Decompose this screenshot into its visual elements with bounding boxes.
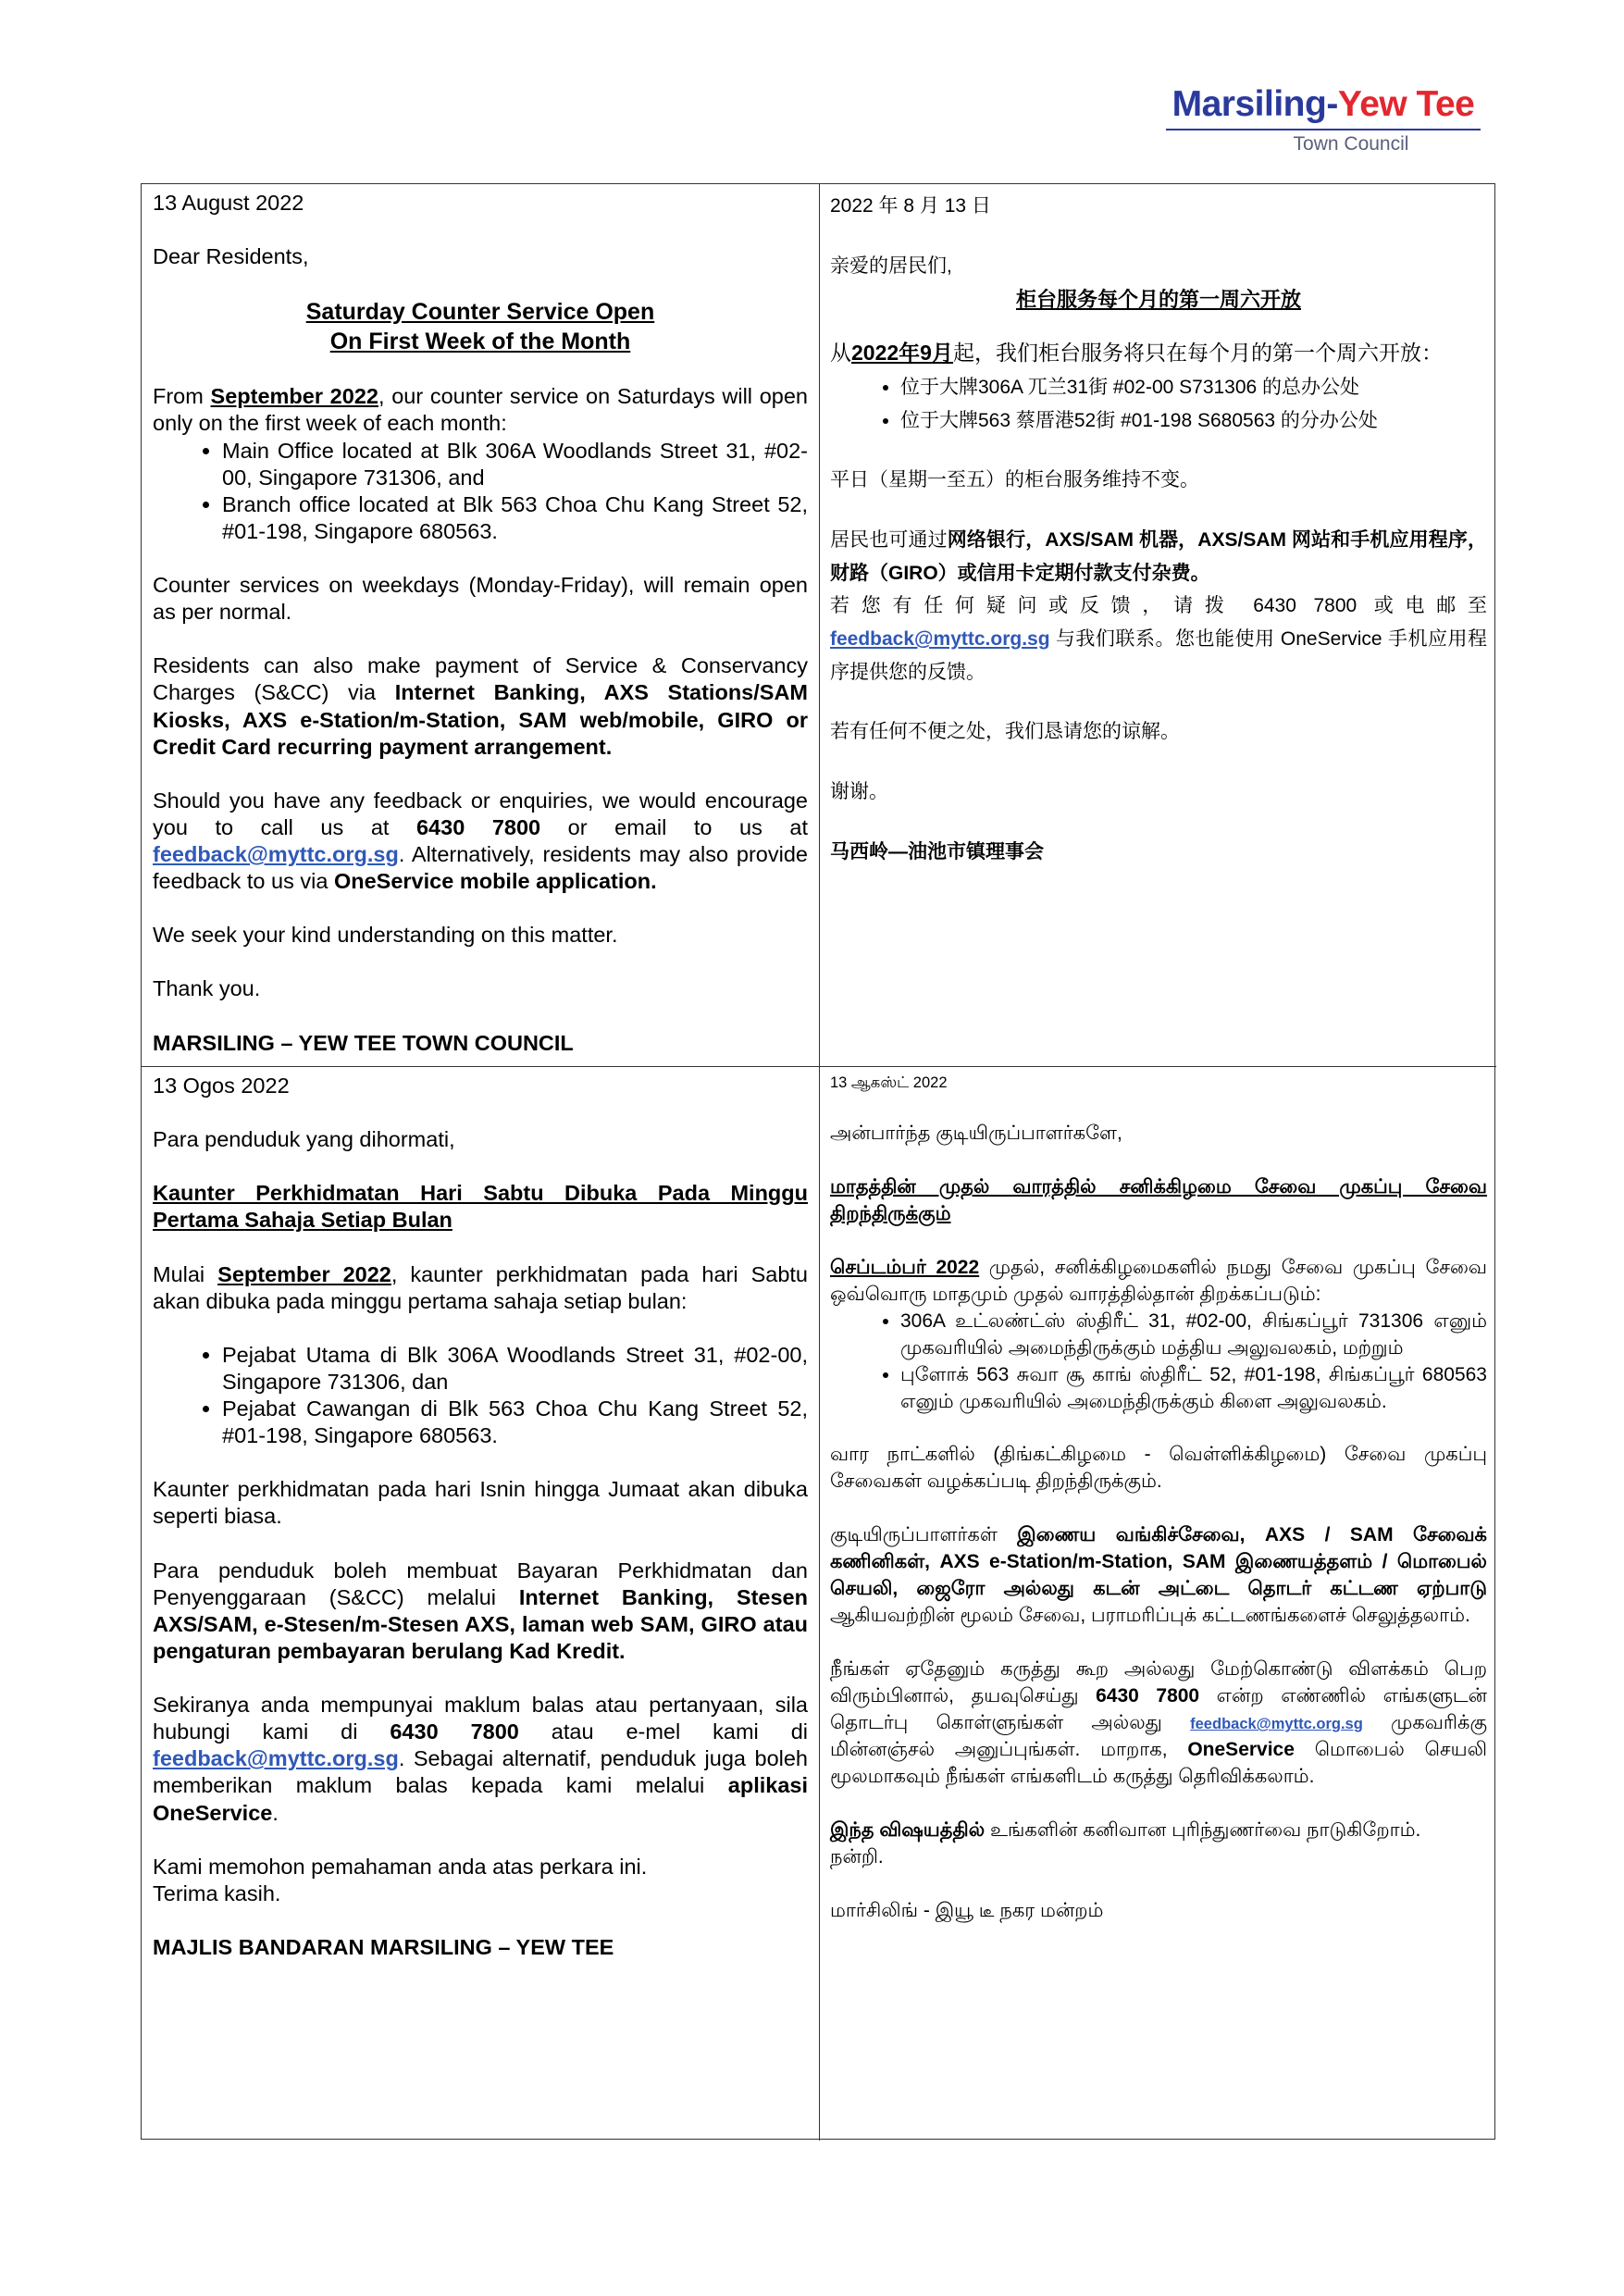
list-item: • 位于大牌306A 兀兰31街 #02-00 S731306 的总办公处 xyxy=(900,371,1487,404)
notice-date: 2022 年 8 月 13 日 xyxy=(830,195,991,217)
logo-underline xyxy=(1166,129,1481,130)
feedback-email-link[interactable]: feedback@myttc.org.sg xyxy=(153,1746,399,1771)
signature: MARSILING – YEW TEE TOWN COUNCIL xyxy=(153,1030,574,1055)
chinese-notice xyxy=(820,184,1496,1067)
thank-you: 谢谢。 xyxy=(830,781,888,803)
paragraph-payment: Para penduduk boleh membuat Bayaran Perkhidmatan dan Penyenggaraan (S&CC) melalui Internet Banking, Stesen AXS/SAM, e-Stesen/m-Stesen AXS, laman web SAM, GIRO atau pengaturan pembayaran berulang Kad Kredit. xyxy=(153,1558,808,1663)
salutation: Para penduduk yang dihormati, xyxy=(153,1127,455,1152)
salutation: அன்பார்ந்த குடியிருப்பாளர்களே, xyxy=(830,1122,1122,1144)
tamil-notice xyxy=(820,1067,1496,2141)
list-item: • Pejabat Cawangan di Blk 563 Choa Chu Kang Street 52, #01-198, Singapore 680563. xyxy=(222,1396,808,1449)
notice-date: 13 ஆகஸ்ட் 2022 xyxy=(830,1074,948,1091)
town-council-logo xyxy=(1157,85,1490,156)
paragraph-feedback: நீங்கள் ஏதேனும் கருத்து கூற அல்லது மேற்கொண்டு விளக்கம் பெற விரும்பினால், தயவுசெய்து 6430 7800 என்ற எண்ணில் எங்களுடன் தொடர்பு கொள்ளுங்கள் அல்லது feedback@myttc.org.sg முகவரிக்கு மின்னஞ்சல் அனுப்புங்கள். மாறாக, OneService மொபைல் செயலி மூலமாகவும் நீங்கள் எங்களிடம் கருத்து தெரிவிக்கலாம். xyxy=(830,1658,1487,1788)
paragraph-payment: குடியிருப்பாளர்கள் இணைய வங்கிச்சேவை, AXS / SAM சேவைக் கணினிகள், AXS e-Station/m-Station, SAM இணையத்தளம் / மொபைல் செயலி, ஜைரோ அல்லது கடன் அட்டை தொடர் கட்டண ஏற்பாடு ஆகியவற்றின் மூலம் சேவை, பராமரிப்புக் கட்டணங்களைச் செலுத்தலாம். xyxy=(830,1524,1487,1627)
paragraph-weekdays: வார நாட்களில் (திங்கட்கிழமை - வெள்ளிக்கிழமை) சேவை முகப்பு சேவைகள் வழக்கப்படி திறந்திருக்கும். xyxy=(830,1444,1487,1493)
salutation: 亲爱的居民们, xyxy=(830,254,952,277)
paragraph-understanding: 若有任何不便之处，我们恳请您的谅解。 xyxy=(830,721,1180,743)
paragraph-payment: Residents can also make payment of Service & Conservancy Charges (S&CC) via Internet Banking, AXS Stations/SAM Kiosks, AXS e-Station/m-Station, SAM web/mobile, GIRO or Credit Card recurring payment arrangement. xyxy=(153,653,808,759)
feedback-email-link[interactable]: feedback@myttc.org.sg xyxy=(1190,1716,1363,1733)
paragraph-understanding: Kami memohon pemahaman anda atas perkara ini. xyxy=(153,1854,648,1879)
logo-wordmark: Marsiling-Yew Tee xyxy=(1172,84,1475,124)
notice-table xyxy=(141,183,1495,2140)
paragraph-intro: From September 2022, our counter service on Saturdays will open only on the first week of each month: xyxy=(153,384,808,436)
notice-date: 13 Ogos 2022 xyxy=(153,1074,290,1098)
thank-you: Terima kasih. xyxy=(153,1880,281,1905)
paragraph-feedback: Should you have any feedback or enquiries, we would encourage you to call us at 6430 7800 or email to us at feedback@myttc.org.sg. Alternatively, residents may also provide feedback to us via OneService mobile application. xyxy=(153,788,808,894)
paragraph-feedback: 若您有任何疑问或反馈，请拨 6430 7800 或电邮至 feedback@myttc.org.sg 与我们联系。您也能使用 OneService 手机应用程序提供您的反馈。 xyxy=(830,595,1487,683)
office-list xyxy=(153,1342,808,1450)
thank-you: நன்றி. xyxy=(830,1846,884,1868)
paragraph-feedback: Sekiranya anda mempunyai maklum balas atau pertanyaan, sila hubungi kami di 6430 7800 atau e-mel kami di feedback@myttc.org.sg. Sebagai alternatif, penduduk juga boleh memberikan maklum balas kepada kami melalui aplikasi OneService. xyxy=(153,1693,808,1825)
signature: 马西岭—油池市镇理事会 xyxy=(830,840,1044,863)
thank-you: Thank you. xyxy=(153,976,261,1001)
malay-notice xyxy=(142,1067,820,2141)
list-item: • 位于大牌563 蔡厝港52街 #01-198 S680563 的分办公处 xyxy=(900,404,1487,438)
signature: மார்சிலிங் - இயூ டீ நகர மன்றம் xyxy=(830,1900,1104,1922)
paragraph-intro: Mulai September 2022, kaunter perkhidmatan pada hari Sabtu akan dibuka pada minggu pertama sahaja setiap bulan: xyxy=(153,1261,809,1313)
paragraph-intro: 从2022年9月起，我们柜台服务将只在每个月的第一个周六开放： xyxy=(830,340,1443,365)
paragraph-weekdays: Kaunter perkhidmatan pada hari Isnin hingga Jumaat akan dibuka seperti biasa. xyxy=(153,1477,808,1529)
paragraph-intro: செப்டம்பர் 2022 முதல், சனிக்கிழமைகளில் நமது சேவை முகப்பு சேவை ஒவ்வொரு மாதமும் முதல் வாரத்தில்தான் திறக்கப்படும்: xyxy=(830,1256,1487,1305)
salutation: Dear Residents, xyxy=(153,244,309,269)
signature: MAJLIS BANDARAN MARSILING – YEW TEE xyxy=(153,1934,614,1959)
notice-title: 柜台服务每个月的第一周六开放 xyxy=(1015,288,1301,312)
list-item: • Main Office located at Blk 306A Woodlands Street 31, #02-00, Singapore 731306, and xyxy=(222,438,808,491)
feedback-email-link[interactable]: feedback@myttc.org.sg xyxy=(830,627,1050,650)
office-list xyxy=(830,371,1487,437)
paragraph-understanding: இந்த விஷயத்தில் உங்களின் கனிவான புரிந்துணர்வை நாடுகிறோம். xyxy=(830,1819,1421,1842)
list-item: • Pejabat Utama di Blk 306A Woodlands Street 31, #02-00, Singapore 731306, dan xyxy=(222,1342,808,1396)
paragraph-weekdays: 平日（星期一至五）的柜台服务维持不变。 xyxy=(830,469,1199,491)
office-list xyxy=(830,1309,1487,1416)
list-item: • புளோக் 563 சுவா சூ காங் ஸ்திரீட் 52, #01-198, சிங்கப்பூர் 680563 எனும் முகவரியில் அமைந்திருக்கும் கிளை அலுவலகம். xyxy=(900,1362,1487,1416)
notice-title: Saturday Counter Service Open On First Week of the Month xyxy=(305,299,655,355)
office-list xyxy=(153,438,808,546)
list-item: • 306A உட்லண்ட்ஸ் ஸ்திரீட் 31, #02-00, சிங்கப்பூர் 731306 எனும் முகவரியில் அமைந்திருக்கும் மத்திய அலுவலகம், மற்றும் xyxy=(900,1309,1487,1362)
notice-title: மாதத்தின் முதல் வாரத்தில் சனிக்கிழமை சேவை முகப்பு சேவை திறந்திருக்கும் xyxy=(830,1175,1487,1224)
paragraph-payment: 居民也可通过网络银行，AXS/SAM 机器，AXS/SAM 网站和手机应用程序，财路（GIRO）或信用卡定期付款支付杂费。 xyxy=(830,528,1488,584)
list-item: • Branch office located at Blk 563 Choa Chu Kang Street 52, #01-198, Singapore 680563. xyxy=(222,491,808,545)
paragraph-understanding: We seek your kind understanding on this matter. xyxy=(153,923,618,948)
notice-title: Kaunter Perkhidmatan Hari Sabtu Dibuka Pada Minggu Pertama Sahaja Setiap Bulan xyxy=(153,1181,808,1233)
paragraph-weekdays: Counter services on weekdays (Monday-Friday), will remain open as per normal. xyxy=(153,573,808,625)
feedback-email-link[interactable]: feedback@myttc.org.sg xyxy=(153,842,399,866)
notice-date: 13 August 2022 xyxy=(153,191,304,215)
english-notice xyxy=(142,184,820,1067)
logo-subtitle: Town Council xyxy=(1293,132,1409,155)
